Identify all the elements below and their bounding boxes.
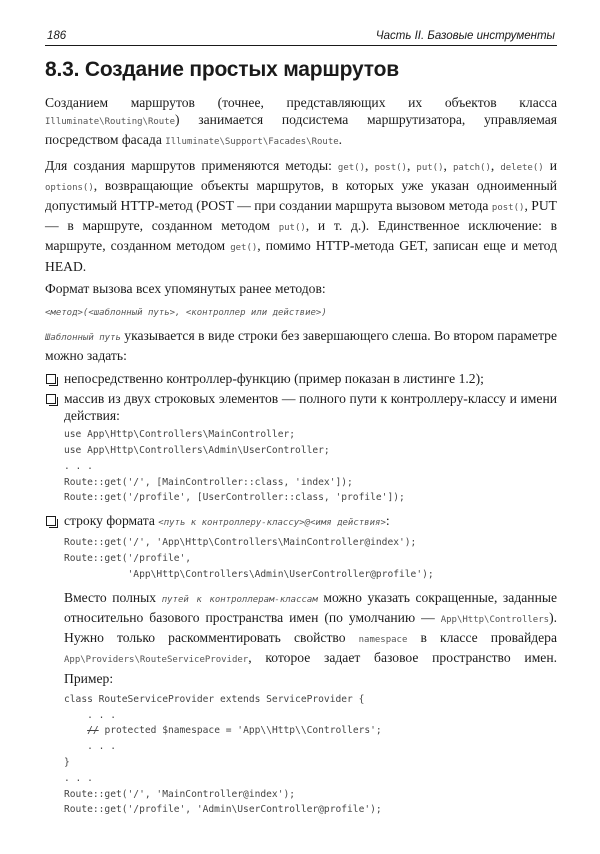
checkbox-bullet-icon [46, 394, 56, 404]
facade-route-code: Illuminate\Support\Facades\Route [165, 137, 339, 148]
paragraph-intro: Созданием маршрутов (точнее, представляющих их объектов класса Illuminate\Routing\Route) занимается подсистема маршрутизатора, управляемая посредством фасада Illuminate\Support\Facades\Route. [45, 95, 557, 148]
format-code: <метод>(<шаблонный путь>, <контроллер или действие>) [45, 308, 327, 319]
list-item: строку формата <путь к контроллеру-классу>@<имя действия>: [45, 512, 557, 532]
list-item: массив из двух строковых элементов — полного пути к контроллеру-классу и имени действия: [45, 390, 557, 424]
part-title: Часть II. Базовые инструменты [375, 30, 555, 42]
code-block-string: Route::get('/', 'App\Http\Controllers\MainController@index'); Route::get('/profile', 'App\Http\Controllers\Admin\UserController@profile'); [64, 537, 434, 581]
paragraph-namespace: Вместо полных путей к контроллерам-классам можно указать сокращенные, заданные относительно базового пространства имен (по умолчанию — App\Http\Controllers). Нужно только раскомментировать свойство namespace в классе провайдера App\Providers\RouteServiceProvider, которое задает базовое пространство имен. Пример: [64, 589, 558, 686]
checkbox-bullet-icon [46, 374, 56, 384]
class-route-code: Illuminate\Routing\Route [45, 117, 176, 128]
paragraph-format-intro: Формат вызова всех упомянутых ранее методов: [45, 280, 326, 296]
page-number: 186 [47, 30, 67, 42]
section-title: 8.3. Создание простых маршрутов [45, 58, 399, 81]
format-line [45, 302, 557, 322]
code-block-array: use App\Http\Controllers\MainController; use App\Http\Controllers\Admin\UserController; . . . Route::get('/', [MainController::class, 'index']); Route::get('/profile', [UserController::class, 'profile']); [64, 429, 405, 504]
options-list [45, 370, 557, 425]
running-header [45, 28, 557, 46]
paragraph-methods: Для создания маршрутов применяются методы: get(), post(), put(), patch(), delete() и options(), возвращающие объекты маршрутов, в которых уже указан одноименный допустимый HTTP-метод (POST — при создании маршрута вызовом метода post(), PUT — в маршруте, созданном методом put(), и т. д.). Единственное исключение: в маршруте, созданном методом get(), помимо HTTP-метода GET, записан еще и метод HEAD. [45, 157, 557, 274]
options-list-cont [45, 512, 557, 532]
list-item: непосредственно контроллер-функцию (пример показан в листинге 1.2); [45, 370, 557, 387]
paragraph-template-path: Шаблонный путь указывается в виде строки без завершающего слеша. Во втором параметре можно задать: [45, 328, 558, 364]
book-page [45, 28, 557, 824]
code-block-provider: class RouteServiceProvider extends ServiceProvider { . . . // protected $namespace = 'App\\Http\\Controllers'; . . . } . . . Route::get('/', 'MainController@index'); Route::get('/profile', 'Admin\UserController@profile'); [64, 693, 382, 816]
checkbox-bullet-icon [46, 516, 56, 526]
